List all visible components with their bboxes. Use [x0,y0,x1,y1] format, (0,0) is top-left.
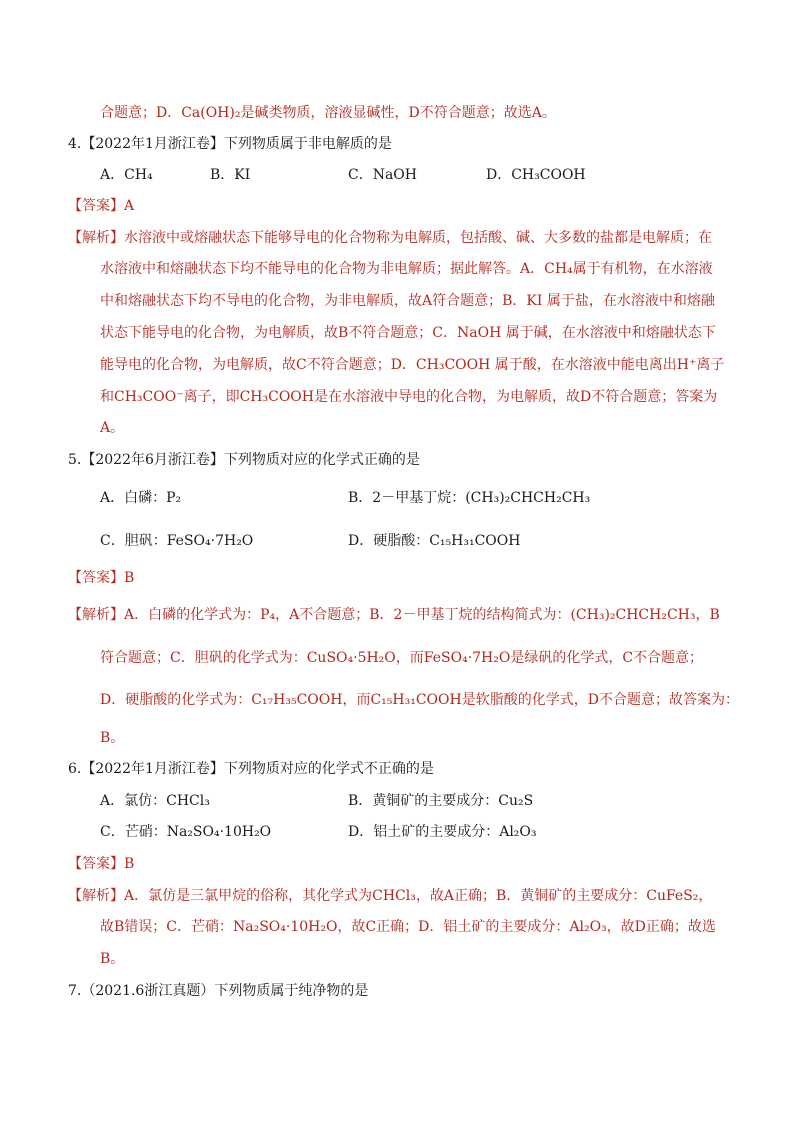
question-4-option-a: A．CH₄ [100,167,153,183]
question-6-option-d: D．铝土矿的主要成分：Al₂O₃ [348,824,537,840]
question-4-option-b: B．KI [210,167,251,183]
question-5-answer: 【答案】B [68,570,135,586]
question-5-option-d: D．硬脂酸：C₁₅H₃₁COOH [348,533,521,549]
question-5-explanation: B。 [100,730,125,746]
question-5-stem: 5.【2022年6月浙江卷】下列物质对应的化学式正确的是 [68,452,420,468]
question-4-explanation: 中和熔融状态下均不导电的化合物，为非电解质，故A符合题意；B．KI 属于盐，在水溶液中和熔融 [100,293,715,309]
question-4-explanation: 和CH₃COO⁻离子，即CH₃COOH是在水溶液中导电的化合物，为电解质，故D不符合题意；答案为 [100,389,718,405]
question-5-option-c: C．胆矾：FeSO₄·7H₂O [100,533,254,549]
question-5-explanation: 符合题意；C．胆矾的化学式为：CuSO₄·5H₂O，而FeSO₄·7H₂O是绿矾的化学式，C不合题意； [100,650,704,666]
question-4-explanation: 【解析】水溶液中或熔融状态下能够导电的化合物称为电解质，包括酸、碱、大多数的盐都是电解质；在 [68,230,712,246]
question-6-stem: 6.【2022年1月浙江卷】下列物质对应的化学式不正确的是 [68,761,434,777]
question-6-option-c: C．芒硝：Na₂SO₄·10H₂O [100,824,272,840]
question-4-answer: 【答案】A [68,198,135,214]
question-6-answer: 【答案】B [68,856,135,872]
question-5-explanation: D．硬脂酸的化学式为：C₁₇H₃₅COOH，而C₁₅H₃₁COOH是软脂酸的化学式，D不合题意；故答案为： [100,692,739,708]
question-5-option-b: B．2－甲基丁烷：(CH₃)₂CHCH₂CH₃ [348,490,591,506]
question-4-option-c: C．NaOH [348,167,417,183]
question-6-option-a: A．氯仿：CHCl₃ [100,793,210,809]
question-6-explanation: B。 [100,951,125,967]
question-4-stem: 4.【2022年1月浙江卷】下列物质属于非电解质的是 [68,136,392,152]
question-6-explanation: 【解析】A．氯仿是三氯甲烷的俗称，其化学式为CHCl₃，故A正确；B．黄铜矿的主要成分：CuFeS₂， [68,888,713,904]
question-5-option-a: A．白磷：P₂ [100,490,182,506]
question-4-explanation: A。 [100,420,125,436]
question-4-explanation: 状态下能导电的化合物，为电解质，故B不符合题意；C．NaOH 属于碱，在水溶液中和熔融状态下 [100,325,716,341]
question-6-option-b: B．黄铜矿的主要成分：Cu₂S [348,793,534,809]
question-4-explanation: 水溶液中和熔融状态下均不能导电的化合物为非电解质；据此解答。A．CH₄属于有机物，在水溶液 [100,261,713,277]
question-5-explanation: 【解析】A．白磷的化学式为：P₄，A不合题意；B．2－甲基丁烷的结构简式为：(CH₃)₂CHCH₂CH₃，B [68,607,720,623]
question-4-option-d: D．CH₃COOH [486,167,586,183]
question-6-explanation: 故B错误；C．芒硝：Na₂SO₄·10H₂O，故C正确；D．铝土矿的主要成分：Al₂O₃，故D正确；故选 [100,919,716,935]
explanation-3-tail: 合题意；D．Ca(OH)₂是碱类物质，溶液显碱性，D不符合题意；故选A。 [100,105,556,121]
question-4-explanation: 能导电的化合物，为电解质，故C不符合题意；D．CH₃COOH 属于酸，在水溶液中能电离出H⁺离子 [100,357,725,373]
question-7-stem: 7.（2021.6浙江真题）下列物质属于纯净物的是 [68,983,369,999]
